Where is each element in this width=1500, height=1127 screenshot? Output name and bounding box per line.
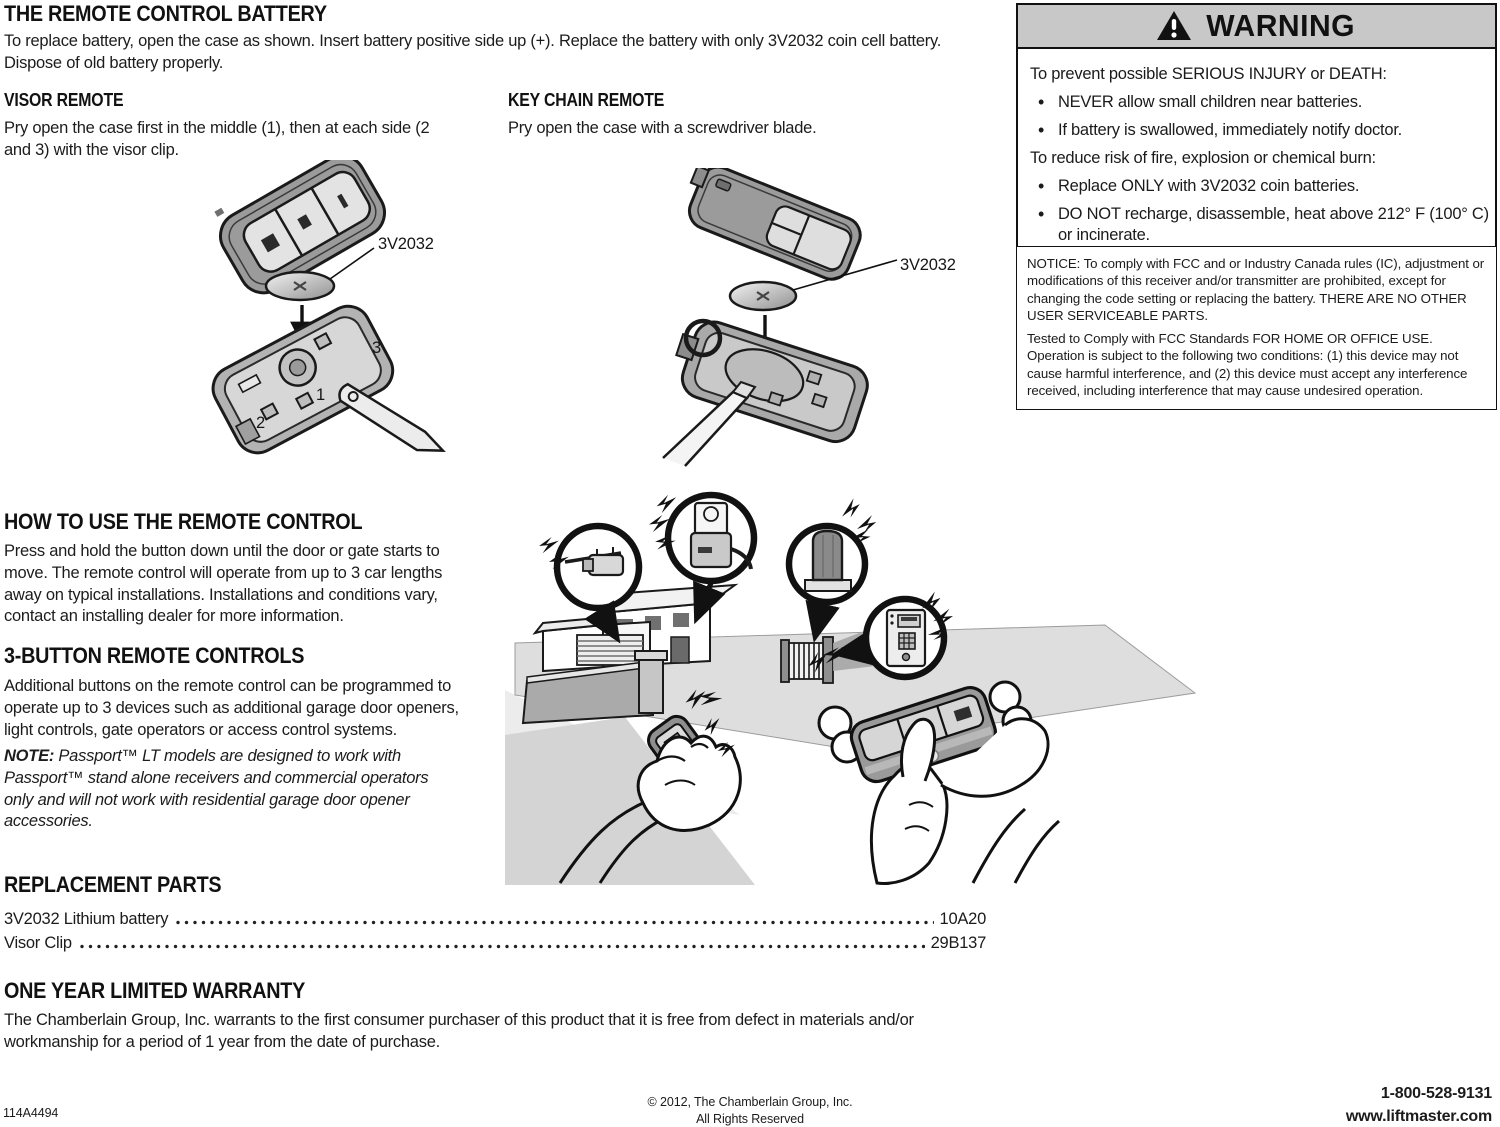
how-to-use-body: Press and hold the button down until the door or gate starts to move. The remote control will operate from up to 3 car lengths away on typical installations. Installations and conditions vary, contact an installing dealer for more information.	[4, 542, 443, 626]
keychain-remote-illustration	[655, 168, 965, 468]
footer-contact	[1346, 1082, 1492, 1127]
warning-body	[1018, 49, 1495, 258]
visor-remote-illustration	[190, 160, 460, 455]
gate-operator-callout	[789, 526, 865, 633]
section-title-3-button: 3-BUTTON REMOTE CONTROLS	[4, 643, 305, 668]
section-title-replacement-parts: REPLACEMENT PARTS	[4, 872, 222, 897]
visor-step-1: 1	[316, 386, 325, 404]
notice-box	[1016, 246, 1497, 410]
footer-website: www.liftmaster.com	[1345, 1108, 1492, 1126]
gate	[781, 637, 833, 683]
three-button-body: Additional buttons on the remote control can be programmed to operate up to 3 devices such as additional garage door openers, light controls, gate operators or access control systems.	[4, 677, 459, 739]
dot-leader	[176, 919, 933, 926]
warning-triangle-icon	[1156, 10, 1192, 42]
visor-battery-label: 3V2032	[378, 235, 434, 253]
doc-number: 114A4494	[3, 1106, 59, 1120]
usage-scene-illustration	[505, 485, 1390, 885]
notice-paragraph-tested: Tested to Comply with FCC Standards FOR HOME OR OFFICE USE. Operation is subject to the following two conditions: (1) this device may not cause harmful interference, and (2) this device must accept any interference received, including interference that may cause undesired operation.	[1027, 331, 1468, 398]
keychain-remote-heading: KEY CHAIN REMOTE	[508, 90, 665, 110]
visor-step-3: 3	[372, 339, 381, 357]
dot-leader	[80, 943, 925, 950]
warning-line: • Replace ONLY with 3V2032 coin batteries.	[1030, 176, 1485, 197]
section-title-how-to-use: HOW TO USE THE REMOTE CONTROL	[4, 509, 363, 534]
warning-line: To reduce risk of fire, explosion or chemical burn:	[1030, 148, 1376, 167]
warning-line: • NEVER allow small children near batteries.	[1030, 92, 1485, 113]
part-label: 3V2032 Lithium battery	[4, 910, 169, 928]
section-title-battery: THE REMOTE CONTROL BATTERY	[4, 1, 327, 26]
note-label: NOTE:	[4, 747, 55, 765]
footer-phone: 1-800-528-9131	[1380, 1085, 1492, 1102]
part-row	[4, 934, 986, 953]
note-text: Passport™ LT models are designed to work with Passport™ stand alone receivers and commercial operators only and will not work with residential garage door opener accessories.	[4, 747, 429, 831]
part-number: 29B137	[930, 934, 986, 952]
warning-line: • DO NOT recharge, disassemble, heat above 212° F (100° C) or incinerate.	[1030, 204, 1498, 246]
warning-title: WARNING	[1206, 8, 1355, 43]
copyright-line-2: All Rights Reserved	[696, 1111, 804, 1126]
section-title-warranty: ONE YEAR LIMITED WARRANTY	[4, 978, 306, 1003]
warning-header	[1018, 5, 1495, 49]
battery-intro: To replace battery, open the case as shown. Insert battery positive side up (+). Replace the battery with only 3V2032 coin cell battery. Dispose of old battery properly.	[4, 32, 942, 72]
warning-line: • If battery is swallowed, immediately notify doctor.	[1030, 120, 1485, 141]
warranty-body: The Chamberlain Group, Inc. warrants to the first consumer purchaser of this product that it is free from defect in materials and/or workmanship for a period of 1 year from the date of purchase.	[4, 1011, 914, 1051]
access-control-callout	[866, 599, 944, 677]
footer-copyright	[500, 1094, 1000, 1127]
replacement-parts-list	[4, 905, 986, 953]
part-row	[4, 910, 986, 929]
notice-paragraph-fcc: NOTICE: To comply with FCC and or Industry Canada rules (IC), adjustment or modifications of this receiver and/or transmitter are prohibited, except for changing the code setting or replacing the battery. THERE ARE NO OTHER USER SERVICEABLE PARTS.	[1027, 256, 1485, 323]
three-button-note	[4, 746, 456, 833]
visor-remote-body: Pry open the case first in the middle (1), then at each side (2 and 3) with the visor clip.	[4, 119, 430, 159]
part-label: Visor Clip	[4, 934, 72, 952]
part-number: 10A20	[939, 910, 986, 928]
keychain-remote-body: Pry open the case with a screwdriver blade.	[508, 119, 817, 137]
visor-remote-heading: VISOR REMOTE	[4, 90, 124, 110]
copyright-line-1: © 2012, The Chamberlain Group, Inc.	[647, 1095, 853, 1109]
warning-box	[1016, 3, 1497, 260]
visor-step-2: 2	[256, 414, 265, 432]
warning-line: To prevent possible SERIOUS INJURY or DEATH:	[1030, 65, 1387, 83]
keychain-battery-label: 3V2032	[900, 256, 956, 274]
